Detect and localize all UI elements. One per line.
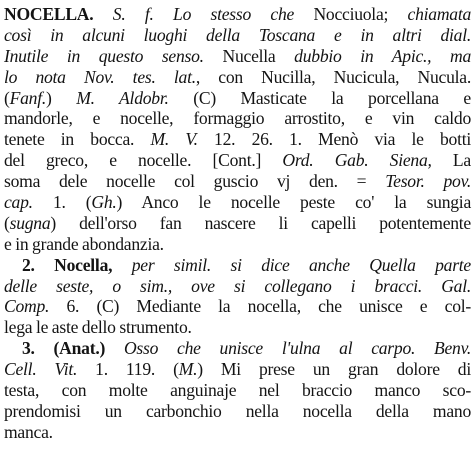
entry-line: Inutile in questo senso. Nucella dubbio in Apic., ma [4, 45, 471, 66]
sense-2-line: 2. Nocella, per simil. si dice anche Quella parte [22, 254, 471, 275]
entry-line: (sugna) dell'orso fan nascere li capelli potentemente [4, 212, 471, 233]
entry-line: (Fanf.) M. Aldobr. (C) Masticate la porcellana e [4, 87, 471, 108]
sense-2-line: lega le aste dello strumento. [4, 317, 192, 338]
headword: NOCELLA. [4, 4, 94, 24]
source-citation: Ord. Gab. Siena, [282, 150, 432, 171]
sense-3-line: 3. (Anat.) Osso che unisce l'ulna al carpo. Benv. [22, 338, 472, 359]
source-citation: Tesor. pov. [385, 171, 472, 192]
sense-3-line: manca. [4, 421, 53, 442]
entry-line: soma dele nocelle col guscio vj den. = Tesor. pov. [4, 171, 472, 192]
entry-line: del greco, e nocelle. [Cont.] Ord. Gab. Siena, La [4, 150, 471, 171]
source-citation: M. Aldobr. [76, 87, 169, 108]
sense-3-line: Cell. Vit. 1. 119. (M.) Mi prese un gran dolore di [4, 359, 471, 380]
entry-line: e in grande abondanzia. [4, 233, 164, 254]
entry-line: lo nota Nov. tes. lat., con Nucilla, Nucicula, Nucula. [4, 66, 471, 87]
entry-line: mandorle, e nocelle, formaggio arrostito, e vin caldo [4, 108, 471, 129]
sense-3-line: prendomisi un carbonchio nella nocella della mano [4, 400, 471, 421]
sense-2-label: 2. Nocella, [22, 254, 113, 275]
entry-line: cap. 1. (Gh.) Anco le nocelle peste co' la sungia [4, 192, 471, 213]
entry-line: NOCELLA. S. f. Lo stesso che Nocciuola; chiamata [4, 4, 472, 24]
sense-3-label: 3. (Anat.) [22, 338, 106, 359]
sense-2-line: delle seste, o sim., ove si collegano i bracci. Gal. [4, 275, 471, 296]
grammar-and-definition: S. f. Lo stesso che [112, 4, 295, 24]
sense-2-line: Comp. 6. (C) Mediante la nocella, che unisce e col- [4, 296, 471, 317]
dictionary-entry [4, 4, 471, 443]
entry-line: tenete in bocca. M. V. 12. 26. 1. Menò via le botti [4, 129, 471, 150]
source-citation: M. V. [150, 129, 198, 150]
entry-line: così in alcuni luoghi della Toscana e in altri dial. [4, 24, 471, 45]
sense-3-line: testa, con molte anguinaje nel braccio manco sco- [4, 380, 471, 401]
